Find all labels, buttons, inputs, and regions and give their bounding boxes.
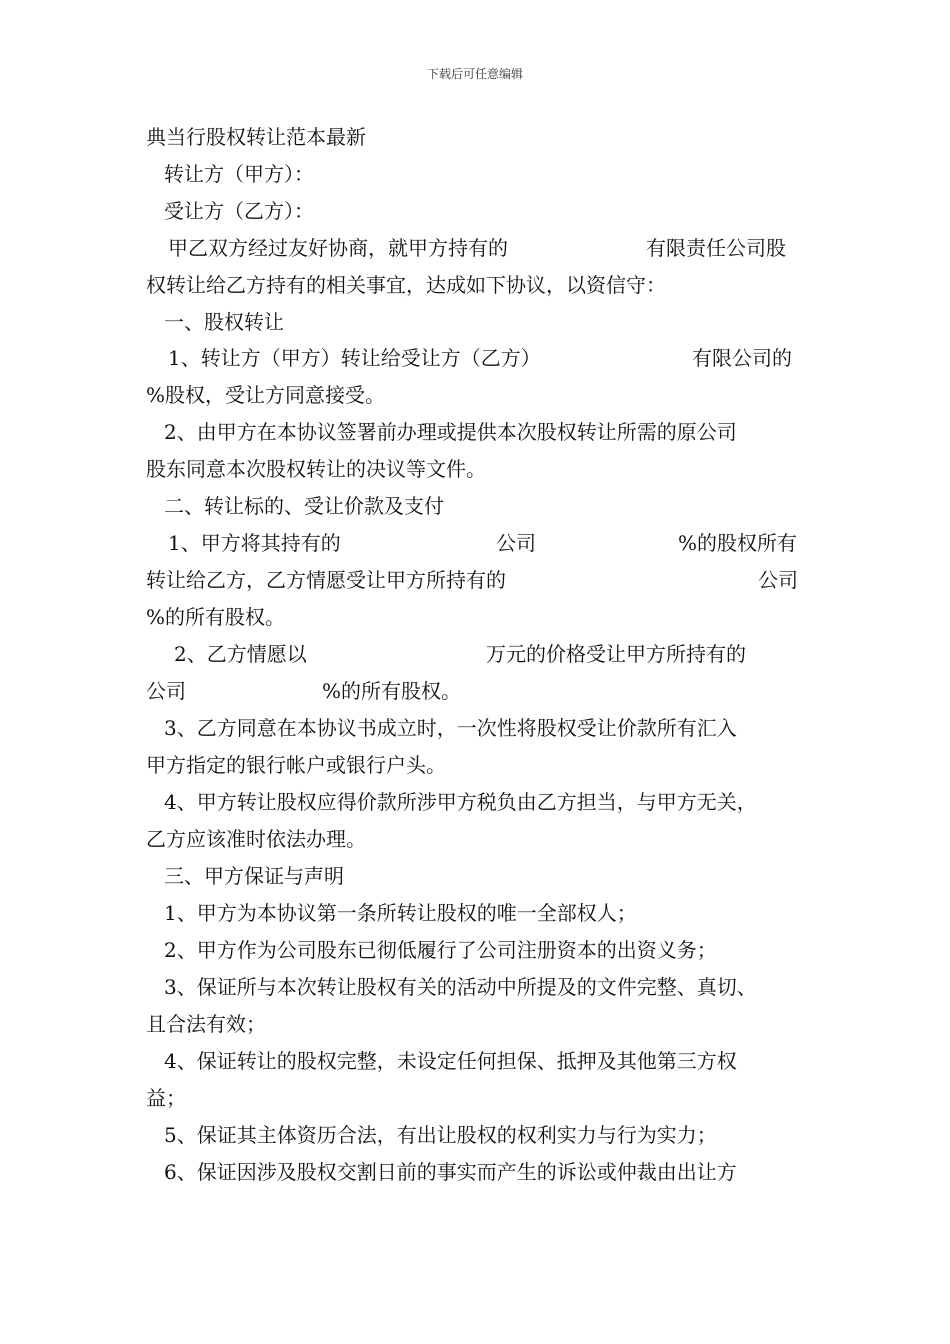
sec2-item2-line-b1: 公司 (146, 679, 186, 703)
sec1-item1-line-a: 1、转让方（甲方）转让给受让方（乙方） (168, 346, 541, 370)
sec2-item1-line-c: %的所有股权。 (146, 605, 286, 629)
sec2-item2-line-b2: %的所有股权。 (322, 679, 462, 703)
sec3-item5: 5、保证其主体资历合法，有出让股权的权利实力与行为实力； (164, 1123, 717, 1147)
transferee-line: 受让方（乙方）： (164, 199, 314, 223)
sec2-item3-line-b: 甲方指定的银行帐户或银行户头。 (146, 753, 446, 777)
sec2-item1-line-a1: 1、甲方将其持有的 (168, 531, 341, 555)
sec2-item4-line-b: 乙方应该准时依法办理。 (146, 827, 366, 851)
document-title: 典当行股权转让范本最新 (146, 125, 366, 149)
sec2-item2-line-a2: 万元的价格受让甲方所持有的 (486, 642, 746, 666)
sec3-item2: 2、甲方作为公司股东已彻低履行了公司注册资本的出资义务； (164, 938, 717, 962)
intro-line-2: 权转让给乙方持有的相关事宜，达成如下协议，以资信守： (146, 273, 666, 297)
sec3-item6: 6、保证因涉及股权交割日前的事实而产生的诉讼或仲裁由出让方 (164, 1160, 737, 1184)
sec2-item1-line-a3: %的股权所有 (678, 531, 798, 555)
section-2-title: 二、转让标的、受让价款及支付 (164, 494, 444, 518)
sec2-item2-line-a1: 2、乙方情愿以 (174, 642, 307, 666)
sec1-item1-line-c: %股权，受让方同意接受。 (146, 383, 386, 407)
sec3-item3-line-a: 3、保证所与本次转让股权有关的活动中所提及的文件完整、真切、 (164, 975, 757, 999)
section-3-title: 三、甲方保证与声明 (164, 864, 344, 888)
sec3-item3-line-b: 且合法有效； (146, 1012, 266, 1036)
sec1-item2-line-b: 股东同意本次股权转让的决议等文件。 (146, 457, 486, 481)
transferor-line: 转让方（甲方）： (164, 162, 314, 186)
page-header: 下载后可任意编辑 (426, 67, 523, 81)
sec2-item4-line-a: 4、甲方转让股权应得价款所涉甲方税负由乙方担当，与甲方无关， (164, 790, 757, 814)
sec3-item4-line-b: 益； (146, 1086, 186, 1110)
sec2-item1-line-a2: 公司 (496, 531, 536, 555)
sec2-item3-line-a: 3、乙方同意在本协议书成立时，一次性将股权受让价款所有汇入 (164, 716, 737, 740)
sec2-item1-line-b2: 公司 (758, 568, 798, 592)
section-1-title: 一、股权转让 (164, 310, 284, 334)
intro-line-1b: 有限责任公司股 (646, 236, 786, 260)
intro-line-1a: 甲乙双方经过友好协商，就甲方持有的 (168, 236, 508, 260)
sec1-item2-line-a: 2、由甲方在本协议签署前办理或提供本次股权转让所需的原公司 (164, 420, 737, 444)
sec3-item4-line-a: 4、保证转让的股权完整，未设定任何担保、抵押及其他第三方权 (164, 1049, 737, 1073)
sec1-item1-line-b: 有限公司的 (692, 346, 792, 370)
sec3-item1: 1、甲方为本协议第一条所转让股权的唯一全部权人； (164, 901, 637, 925)
sec2-item1-line-b1: 转让给乙方，乙方情愿受让甲方所持有的 (146, 568, 506, 592)
